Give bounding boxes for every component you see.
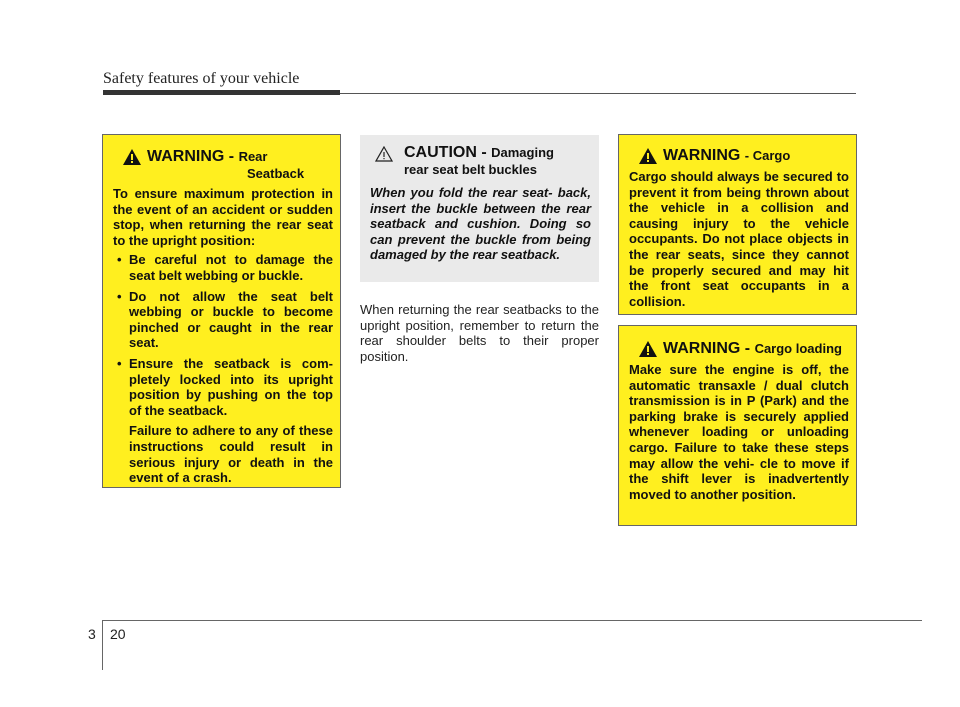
warning-triangle-icon bbox=[639, 341, 657, 357]
warning-label: WARNING - bbox=[147, 148, 235, 165]
warning-cargo-title bbox=[629, 147, 849, 165]
caution-triangle-icon bbox=[375, 146, 393, 162]
bullet-item: • Do not allow the seat belt webbing or buckle to become pinched or caught in the rear seat. bbox=[117, 288, 333, 351]
warning-cargo-loading-text: Make sure the engine is off, the automatic transaxle / dual clutch transmission is in P (Park) and the parking brake is securely applied whenever loading or unloading cargo. Failure to take these steps may allow the vehi- cle to move if the shift lever is inadvertently moved to another position. bbox=[629, 362, 849, 502]
warning-subject: Rear bbox=[238, 149, 268, 164]
warning-rear-seatback-box bbox=[102, 134, 341, 488]
caution-text: When you fold the rear seat- back, insert the buckle between the rear seatback and cushion. Doing so can prevent the buckle from being damaged by the rear seatback. bbox=[370, 185, 591, 263]
header-rule-thin bbox=[340, 93, 856, 94]
warning-cargo-box bbox=[618, 134, 857, 315]
seatback-return-paragraph: When returning the rear seatbacks to the upright position, remember to return the rear shoulder belts to their proper position. bbox=[360, 302, 599, 364]
bullet-item: • Be careful not to damage the seat belt webbing or buckle. bbox=[117, 252, 333, 283]
caution-subject-line2: rear seat belt buckles bbox=[404, 162, 537, 177]
warning-label: WARNING - bbox=[663, 340, 751, 357]
warning-subject-line2: Seatback bbox=[247, 166, 305, 181]
warning-triangle-icon bbox=[639, 148, 657, 164]
caution-label: CAUTION - bbox=[404, 144, 487, 161]
warning-label: WARNING bbox=[663, 147, 741, 164]
caution-buckles-box bbox=[360, 135, 599, 282]
chapter-number: 3 bbox=[88, 626, 96, 642]
warning-cargo-loading-box bbox=[618, 325, 857, 526]
warning-failure-text: Failure to adhere to any of these instructions could result in serious injury or death in the event of a crash. bbox=[129, 423, 333, 486]
warning-intro: To ensure maximum protection in the event of an accident or sudden stop, when returning the rear seat to the upright position: bbox=[113, 186, 333, 248]
warning-bullet-list bbox=[113, 252, 333, 418]
warning-subject: Cargo loading bbox=[754, 341, 842, 356]
warning-cargo-text: Cargo should always be secured to prevent it from being thrown about the vehicle in a collision and causing injury to the vehicle occupants. Do not place objects in the rear seats, since they cannot be properly secured and may hit the front seat occupants in a collision. bbox=[629, 169, 849, 309]
bullet-item: • Ensure the seatback is com- pletely locked into its upright position by pushing on the top of the seatback. bbox=[117, 355, 333, 418]
page-number: 20 bbox=[110, 626, 126, 642]
header-rule-thick bbox=[103, 90, 340, 95]
warning-triangle-icon bbox=[123, 149, 141, 165]
caution-subject: Damaging bbox=[491, 145, 554, 160]
caution-title bbox=[370, 144, 591, 177]
warning-title bbox=[113, 148, 333, 186]
page-header-title: Safety features of your vehicle bbox=[103, 70, 300, 87]
warning-cargo-loading-title bbox=[629, 340, 849, 358]
footer-divider bbox=[102, 620, 103, 670]
footer-rule bbox=[102, 620, 922, 621]
warning-subject: - Cargo bbox=[744, 148, 791, 163]
